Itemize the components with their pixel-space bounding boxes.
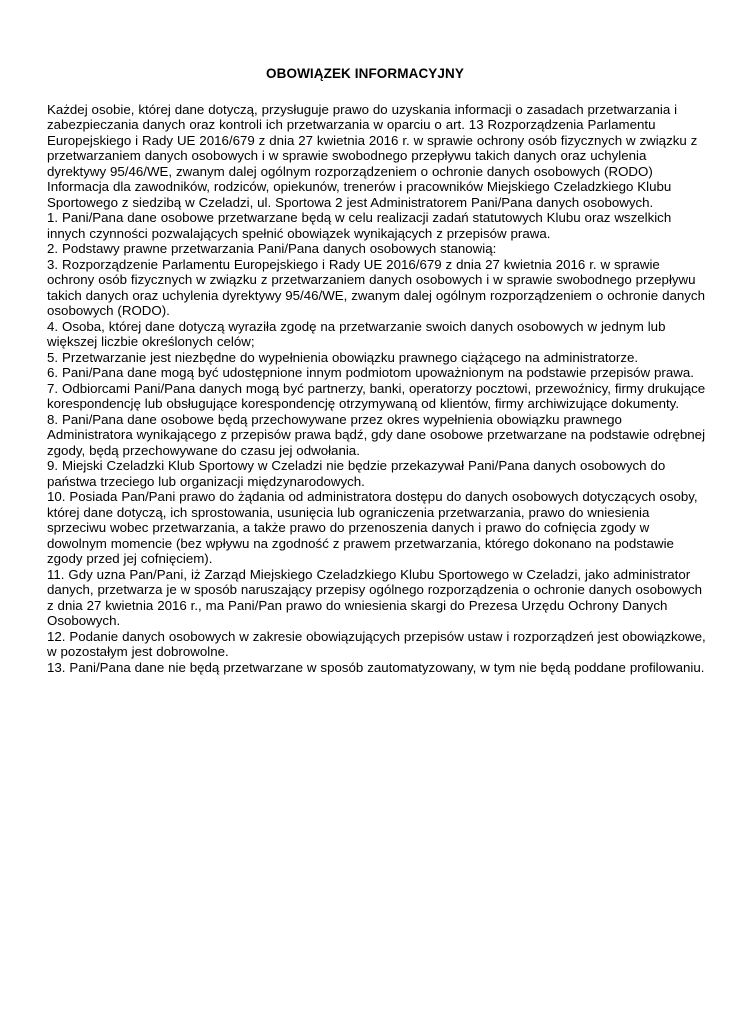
document-title: OBOWIĄZEK INFORMACYJNY <box>266 66 464 81</box>
paragraph: 5. Przetwarzanie jest niezbędne do wypełnienia obowiązku prawnego ciążącego na administratorze. <box>47 349 639 365</box>
paragraph: 2. Podstawy prawne przetwarzania Pani/Pana danych osobowych stanowią: <box>47 241 497 256</box>
paragraph: 3. Rozporządzenie Parlamentu Europejskiego i Rady UE 2016/679 z dnia 27 kwietnia 2016 r. w sprawie ochrony osób fizycznych w związku z przetwarzaniem danych osobowych i w sprawie swobodnego przepływu takich danych oraz uchylenia dyrektywy 95/46/WE, zwanym dalej ogólnym rozporządzeniem o ochronie danych osobowych (RODO). <box>47 256 705 318</box>
paragraph: 9. Miejski Czeladzki Klub Sportowy w Czeladzi nie będzie przekazywał Pani/Pana danych osobowych do państwa trzeciego lub organizacji międzynarodowych. <box>47 458 666 489</box>
document-body <box>0 102 707 676</box>
paragraph: 10. Posiada Pan/Pani prawo do żądania od administratora dostępu do danych osobowych dotyczących osoby, której dane dotyczą, ich sprostowania, usunięcia lub ograniczenia przetwarzania, prawo do wniesienia sprzeciwu wobec przetwarzania, a także prawo do przenoszenia danych i prawo do cofnięcia zgody w dowolnym momencie (bez wpływu na zgodność z prawem przetwarzania, którego dokonano na podstawie zgody przed jej cofnięciem). <box>47 489 698 566</box>
paragraph: 11. Gdy uzna Pan/Pani, iż Zarząd Miejskiego Czeladzkiego Klubu Sportowego w Czeladzi, jako administrator danych, przetwarza je w sposób naruszający przepisy ogólnego rozporządzenia o ochronie danych osobowych z dnia 27 kwietnia 2016 r., ma Pani/Pan prawo do wniesienia skargi do Prezesa Urzędu Ochrony Danych Osobowych. <box>47 566 703 628</box>
paragraph: Każdej osobie, której dane dotyczą, przysługuje prawo do uzyskania informacji o zasadach przetwarzania i zabezpieczania danych oraz kontroli ich przetwarzania w oparciu o art. 13 Rozporządzenia Parlamentu Europejskiego i Rady UE 2016/679 z dnia 27 kwietnia 2016 r. w sprawie ochrony osób fizycznych w związku z przetwarzaniem danych osobowych i w sprawie swobodnego przepływu takich danych oraz uchylenia dyrektywy 95/46/WE, zwanym dalej ogólnym rozporządzeniem o ochronie danych osobowych (RODO) Informacja dla zawodników, rodziców, opiekunów, trenerów i pracowników Miejskiego Czeladzkiego Klubu Sportowego z siedzibą w Czeladzi, ul. Sportowa 2 jest Administratorem Pani/Pana danych osobowych. <box>47 101 698 210</box>
paragraph: 1. Pani/Pana dane osobowe przetwarzane będą w celu realizacji zadań statutowych Klubu oraz wszelkich innych czynności pozwalających spełnić obowiązek wynikających z przepisów prawa. <box>47 210 672 241</box>
paragraph: 12. Podanie danych osobowych w zakresie obowiązujących przepisów ustaw i rozporządzeń jest obowiązkowe, w pozostałym jest dobrowolne. <box>47 628 706 659</box>
paragraph: 13. Pani/Pana dane nie będą przetwarzane w sposób zautomatyzowany, w tym nie będą poddane profilowaniu. <box>47 659 705 675</box>
paragraph: 6. Pani/Pana dane mogą być udostępnione innym podmiotom upoważnionym na podstawie przepisów prawa. <box>47 365 694 380</box>
paragraph: 8. Pani/Pana dane osobowe będą przechowywane przez okres wypełnienia obowiązku prawnego Administratora wynikającego z przepisów prawa bądź, gdy dane osobowe przetwarzane na podstawie odrębnej zgody, będą przechowywane do czasu jej odwołania. <box>47 411 706 458</box>
paragraph: 4. Osoba, której dane dotyczą wyraziła zgodę na przetwarzanie swoich danych osobowych w jednym lub większej liczbie określonych celów; <box>47 318 666 349</box>
paragraph: 7. Odbiorcami Pani/Pana danych mogą być partnerzy, banki, operatorzy pocztowi, przewoźnicy, firmy drukujące korespondencję lub obsługujące korespondencję otrzymywaną od klientów, firmy archiwizujące dokumenty. <box>47 380 706 411</box>
